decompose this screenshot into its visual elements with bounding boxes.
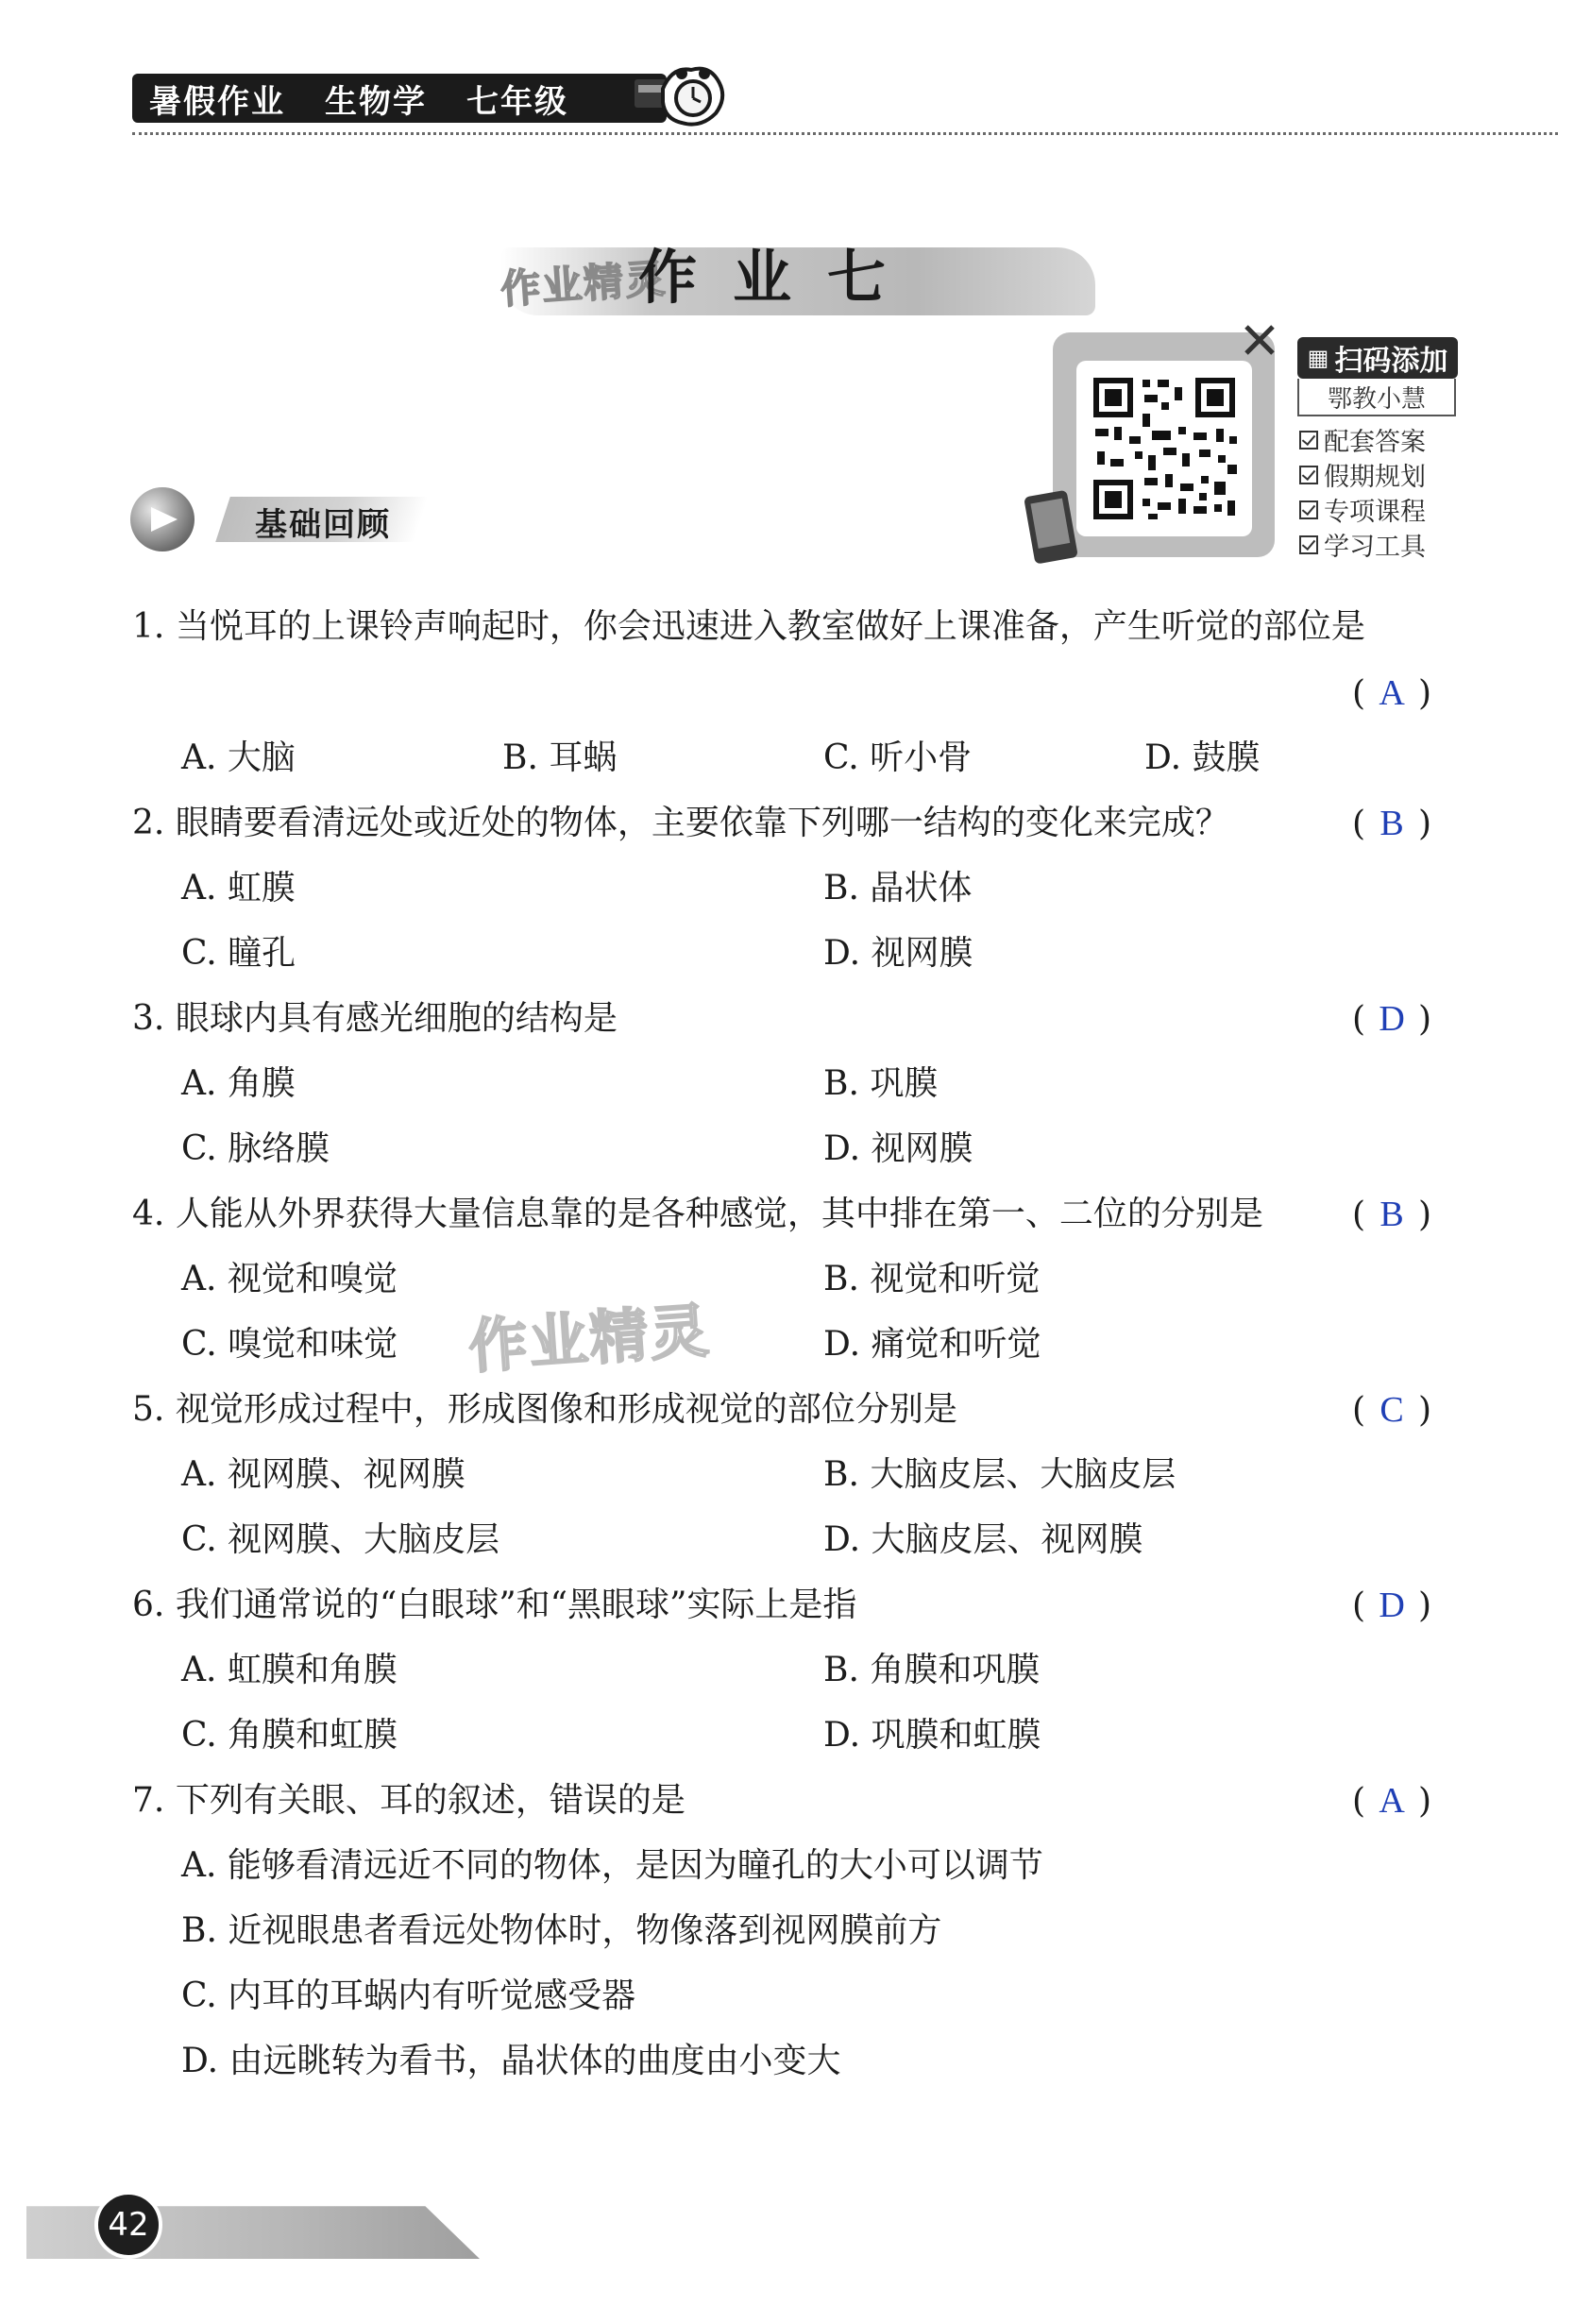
page-number: 42	[94, 2191, 162, 2259]
answer-slot: ( C )	[1352, 1390, 1432, 1430]
answer-letter: B	[1379, 804, 1404, 843]
option: A. 角膜	[181, 1064, 296, 1103]
grid-icon: ▦	[1307, 345, 1329, 371]
option: A. 虹膜和角膜	[181, 1651, 398, 1689]
option: B. 耳蜗	[502, 738, 618, 777]
option: B. 大脑皮层、大脑皮层	[823, 1455, 1176, 1494]
question-stem: 3. 眼球内具有感光细胞的结构是	[132, 999, 618, 1038]
option: D. 由远眺转为看书，晶状体的曲度由小变大	[181, 2042, 841, 2080]
qr-code-icon	[1076, 361, 1252, 536]
answer-letter: B	[1379, 1195, 1404, 1234]
question-stem: 1. 当悦耳的上课铃声响起时，你会迅速进入教室做好上课准备，产生听觉的部位是	[132, 607, 1365, 646]
answer-slot: ( D )	[1352, 999, 1432, 1039]
option: A. 虹膜	[181, 869, 296, 908]
qr-feature-item: 学习工具	[1299, 527, 1426, 562]
title-watermark: 作业精灵	[499, 254, 669, 314]
option: D. 视网膜	[823, 1129, 973, 1168]
checkbox-icon	[1299, 431, 1318, 450]
page-title: 作业七	[638, 243, 922, 312]
option: D. 鼓膜	[1144, 738, 1261, 777]
answer-letter: D	[1379, 1586, 1405, 1625]
option: B. 巩膜	[823, 1064, 939, 1103]
checkbox-icon	[1299, 500, 1318, 519]
header-divider	[132, 132, 1558, 135]
checkbox-icon	[1299, 466, 1318, 484]
option: D. 痛觉和听觉	[823, 1325, 1041, 1364]
option: C. 内耳的耳蜗内有听觉感受器	[181, 1976, 636, 2015]
option: B. 视觉和听觉	[823, 1260, 1041, 1298]
answer-slot: ( B )	[1352, 1195, 1432, 1234]
header-subject: 生物学	[325, 82, 427, 121]
option: C. 脉络膜	[181, 1129, 330, 1168]
play-arrow-icon	[130, 487, 195, 551]
qr-feature-item: 配套答案	[1299, 422, 1426, 457]
option: C. 角膜和虹膜	[181, 1716, 398, 1755]
section-title: 基础回顾	[255, 506, 391, 544]
answer-slot: ( B )	[1352, 804, 1432, 843]
question-stem: 5. 视觉形成过程中，形成图像和形成视觉的部位分别是	[132, 1390, 957, 1429]
option: A. 能够看清远近不同的物体，是因为瞳孔的大小可以调节	[181, 1846, 1043, 1885]
option: A. 大脑	[181, 738, 296, 777]
option: A. 视觉和嗅觉	[181, 1260, 398, 1298]
qr-code[interactable]	[1076, 361, 1252, 536]
option: B. 角膜和巩膜	[823, 1651, 1041, 1689]
option: C. 视网膜、大脑皮层	[181, 1520, 500, 1559]
option: C. 瞳孔	[181, 934, 296, 973]
watermark: 作业精灵	[466, 1296, 713, 1382]
answer-letter: A	[1379, 673, 1405, 713]
header-grade: 七年级	[466, 82, 568, 121]
option: C. 听小骨	[823, 738, 973, 777]
option: A. 视网膜、视网膜	[181, 1455, 465, 1494]
option: B. 晶状体	[823, 869, 973, 908]
question-stem: 6. 我们通常说的“白眼球”和“黑眼球”实际上是指	[132, 1586, 857, 1624]
answer-letter: A	[1379, 1781, 1405, 1821]
question-stem: 4. 人能从外界获得大量信息靠的是各种感觉，其中排在第一、二位的分别是	[132, 1195, 1263, 1233]
answer-letter: D	[1379, 999, 1405, 1039]
alarm-clock-icon	[635, 60, 729, 130]
qr-scan-tab[interactable]	[1297, 337, 1458, 379]
qr-tab-label: 扫码添加	[1334, 345, 1448, 378]
option: D. 大脑皮层、视网膜	[823, 1520, 1143, 1559]
answer-slot: ( A )	[1352, 673, 1432, 713]
qr-feature-item: 专项课程	[1299, 492, 1426, 527]
option: D. 巩膜和虹膜	[823, 1716, 1041, 1755]
header-banner	[132, 74, 667, 123]
qr-feature-list	[1299, 422, 1426, 562]
phone-icon	[1024, 489, 1090, 567]
answer-letter: C	[1379, 1390, 1404, 1430]
question-stem: 7. 下列有关眼、耳的叙述，错误的是	[132, 1781, 685, 1820]
answer-slot: ( A )	[1352, 1781, 1432, 1821]
option: C. 嗅觉和味觉	[181, 1325, 398, 1364]
answer-slot: ( D )	[1352, 1586, 1432, 1625]
option: D. 视网膜	[823, 934, 973, 973]
question-stem: 2. 眼睛要看清远处或近处的物体，主要依靠下列哪一结构的变化来完成？	[132, 804, 1229, 842]
qr-feature-item: 假期规划	[1299, 457, 1426, 492]
close-icon	[1241, 321, 1278, 359]
header-book-type: 暑假作业	[149, 82, 285, 121]
option: B. 近视眼患者看远处物体时，物像落到视网膜前方	[181, 1911, 942, 1950]
qr-brand: 鄂教小慧	[1297, 379, 1456, 416]
checkbox-icon	[1299, 535, 1318, 554]
